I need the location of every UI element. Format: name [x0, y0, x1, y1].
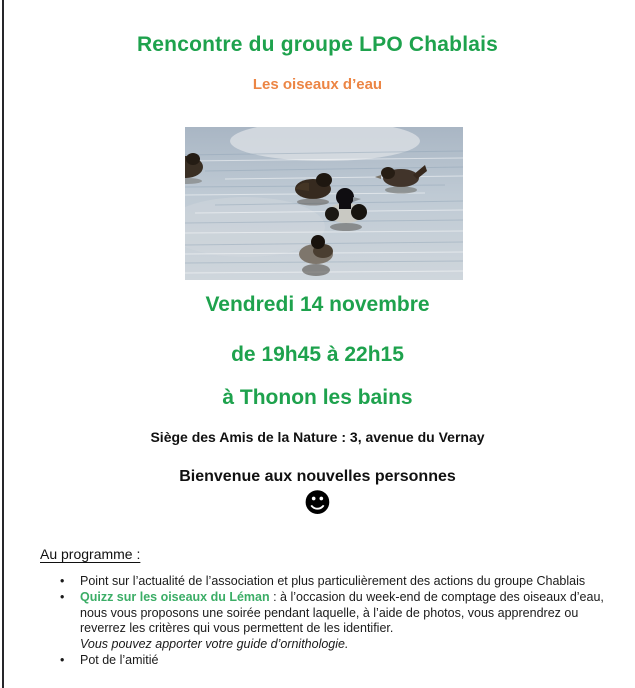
list-item-text: Point sur l’actualité de l’association et plus particulièrement des actions du groupe Chablais — [80, 574, 586, 588]
event-date: Vendredi 14 novembre — [205, 293, 430, 316]
bullet-icon: • — [60, 574, 65, 588]
ducks-photo-image — [185, 127, 463, 280]
event-place: à Thonon les bains — [222, 386, 413, 409]
list-item-quizz — [58, 590, 620, 653]
list-item-actualite — [58, 574, 620, 590]
smiley-icon: ☻ — [303, 488, 332, 519]
page-subtitle: Les oiseaux d’eau — [252, 76, 383, 93]
list-item-pot — [58, 653, 620, 669]
page-title: Rencontre du groupe LPO Chablais — [136, 33, 499, 56]
quizz-description: : à l’occasion du week-end de comptage des oiseaux d’eau, nous vous proposons une soirée pendant laquelle, à l’aide de photos, vous apprendrez ou reverrez les critères qui vous permettent de les identifier. — [80, 589, 604, 636]
list-item-text: Pot de l’amitié — [80, 652, 159, 667]
program-heading: Au programme : — [40, 546, 141, 562]
quizz-highlight: Quizz sur les oiseaux du Léman — [80, 589, 270, 604]
event-venue: Siège des Amis de la Nature : 3, avenue du Vernay — [150, 429, 485, 445]
event-time: de 19h45 à 22h15 — [231, 343, 404, 366]
list-item-text — [80, 590, 620, 653]
ducks-photo — [185, 127, 463, 280]
bullet-icon: • — [60, 652, 65, 667]
welcome-message: Bienvenue aux nouvelles personnes — [179, 468, 456, 485]
bullet-icon: • — [60, 589, 65, 604]
program-list — [58, 574, 620, 669]
quizz-note: Vous pouvez apporter votre guide d’ornithologie. — [80, 637, 349, 652]
